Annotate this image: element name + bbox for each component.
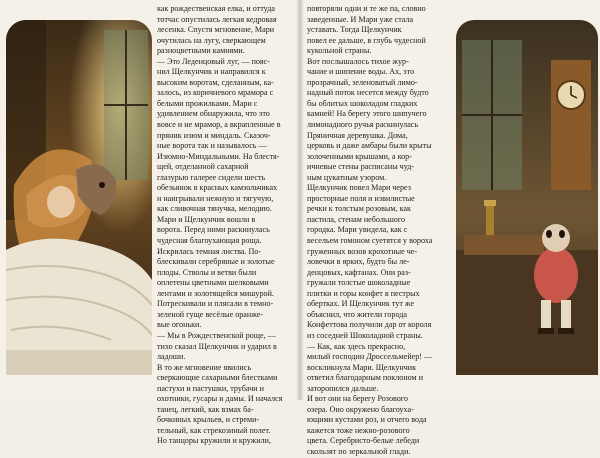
text-line: чание и шипение воды. Ах, это [307, 67, 415, 77]
text-line: озера. Оно окружено благоуха- [307, 404, 414, 414]
text-line: бы облитых шоколадом гладких [307, 98, 418, 108]
text-line: лесенка. Спустя мгновение, Мари [157, 25, 275, 35]
text-line: тихо сказал Щелкунчик и ударил в [157, 341, 277, 351]
text-line: высоким воротам, сделанным, ка- [157, 77, 274, 87]
text-line: груженных возов крохотные че- [307, 246, 418, 256]
text-line: гружали толстые шоколадные [307, 278, 411, 288]
text-line: ловечки в ярких, будто бы ле- [307, 257, 410, 267]
text-line: как сливочная тянучка, мелодию. [157, 204, 272, 214]
text-line: нил Щелкунчик и направился к [157, 67, 266, 77]
text-line: вовсе и не мрамор, а вкрапленные в [157, 120, 281, 130]
text-line: пряник изюм и миндаль. Сказоч- [157, 130, 271, 140]
text-line: Конфеттова получили дар от короля [307, 320, 432, 330]
left-illustration [6, 20, 152, 375]
text-line: очутилась на лугу, сверкающем [157, 35, 266, 45]
text-line: — Это Леденцовый луг, — пояс- [157, 56, 270, 66]
text-line: Изюмно-Миндальными. На блестя- [157, 151, 280, 161]
text-line: ные ворота так и называлось — [157, 141, 267, 151]
text-line: и наигрывали нежную и тягучую, [157, 193, 274, 203]
book-gutter [296, 0, 304, 400]
text-line: уставать. Тогда Щелкунчик [307, 25, 402, 35]
right-illustration [456, 20, 598, 375]
text-line: повторяли одни и те же па, словно [307, 4, 426, 13]
text-column-2 [307, 4, 447, 458]
text-line: как рождественская елка, и оттуда [157, 4, 275, 13]
text-line: заведенные. И Мари уже стала [307, 14, 414, 24]
text-line: Вот послышалось тихое жур- [307, 56, 409, 66]
text-line: скользят по зеркальной глади. [307, 446, 411, 456]
text-line: обезьянок в красных камзольчиках [157, 183, 278, 193]
text-line: цвета. Серебристо-белые лебеди [307, 436, 420, 446]
text-line: Но танцоры кружили и кружили, [157, 436, 271, 446]
text-line: зеленой гуще весёлые оранже- [157, 309, 264, 319]
text-line: щей, отделанной сахарной [157, 162, 249, 172]
text-line: воскликнула Мари. Щелкунчик [307, 362, 417, 372]
text-line: — Как, как здесь прекрасно, [307, 341, 406, 351]
text-line: Щелкунчик повел Мари через [307, 183, 411, 193]
text-line: просторные поля и извилистые [307, 193, 415, 203]
text-column-1 [157, 4, 297, 447]
text-line: церковь и даже амбары были крыты [307, 141, 432, 151]
text-line: разноцветными камнями. [157, 46, 245, 56]
text-line: пастухи и пастушки, трубачи и [157, 383, 264, 393]
text-line: золоченными крышами, а кор- [307, 151, 412, 161]
text-line: кукольной страны. [307, 46, 372, 56]
text-line: городка. Мари увидела, как с [307, 225, 408, 235]
text-line: Искрилась темная листва. По- [157, 246, 262, 256]
text-line: заторопился дальше. [307, 383, 379, 393]
text-line: залось, из коричневого мрамора с [157, 88, 274, 98]
text-line: оплетены цветными шелковыми [157, 278, 269, 288]
text-line: обертках. И Щелкунчик тут же [307, 299, 414, 309]
text-line: ичневые стены расписаны чуд- [307, 162, 415, 172]
text-line: чудесная благоухающая роща. [157, 236, 262, 246]
text-line: белыми прожилками. Мари с [157, 98, 258, 108]
text-line: камней! На берегу этого шипучего [307, 109, 427, 119]
text-line: сверкающие сахарными блестками [157, 373, 278, 383]
text-line: объяснил, что жители города [307, 309, 407, 319]
text-line: блескивали серебряные и золотые [157, 257, 275, 267]
text-line: плитки и горы конфет в пестрых [307, 288, 420, 298]
text-line: лентами и золотящейся мишурой. [157, 288, 274, 298]
text-line: прозрачный, зеленоватый лимо- [307, 77, 418, 87]
text-line: ответил благодарным поклоном и [307, 373, 424, 383]
text-line: Потрескивали и плясали в темно- [157, 299, 274, 309]
text-line: из соседней Шоколадной страны. [307, 330, 423, 340]
text-line: тотчас опустилась легкая кедровая [157, 14, 277, 24]
text-line: ющими кустами роз, и отчего вода [307, 415, 427, 425]
text-line: ворота. Перед ними раскинулась [157, 225, 270, 235]
text-line: ладоши. [157, 352, 186, 362]
text-line: И вот они на берегу Розового [307, 394, 408, 404]
text-line: милый господин Дроссельмейер! — [307, 352, 433, 362]
text-line: повел ее дальше, в глубь чудесной [307, 35, 426, 45]
text-line: танец, легкий, как взмах ба- [157, 404, 254, 414]
text-line: ным цукатным узором. [307, 172, 387, 182]
text-line: глазурью галерее сидели шесть [157, 172, 266, 182]
text-line: вые огоньки. [157, 320, 202, 330]
text-line: Пряничная деревушка. Дома, [307, 130, 408, 140]
text-line: кажется тоже нежно-розового [307, 425, 410, 435]
text-line: Мари и Щелкунчик вошли в [157, 214, 256, 224]
text-line: речки к толстым розовым, как [307, 204, 411, 214]
text-line: пастила, стенам небольшого [307, 214, 406, 224]
text-line: — Мы в Рождественской роще, — [157, 330, 276, 340]
text-line: бочкиных крыльев, и стреми- [157, 415, 260, 425]
text-line: лимонадного ручья раскинулась [307, 120, 419, 130]
text-line: надный поток несется между будто [307, 88, 429, 98]
text-line: денцовых, кафтанах. Они раз- [307, 267, 411, 277]
text-line: удивлением обнаружила, что это [157, 109, 270, 119]
text-line: В то же мгновение явились [157, 362, 252, 372]
text-line: весельем гомоном суетятся у вороха [307, 236, 433, 246]
text-line: тельный, как стрекозиный полет. [157, 425, 271, 435]
text-line: охотники, гусары и дамы. И начался [157, 394, 283, 404]
text-line: плоды. Стволы и ветви были [157, 267, 257, 277]
